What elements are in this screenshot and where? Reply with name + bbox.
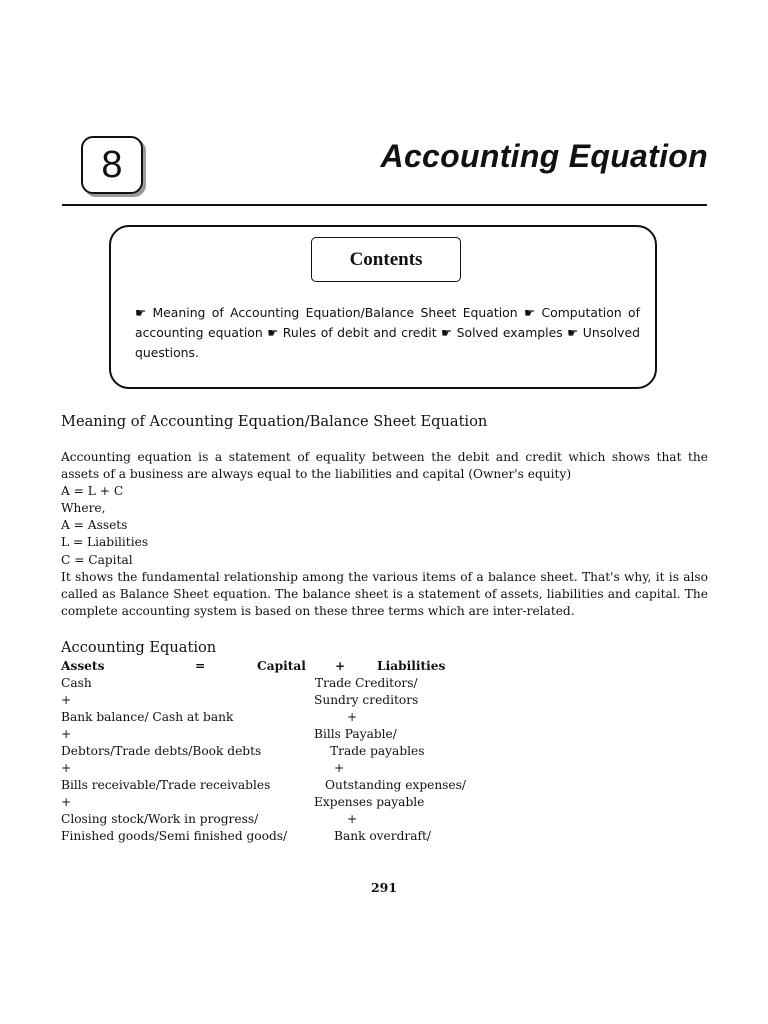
assets-item: + <box>61 693 72 707</box>
assets-item: Bank balance/ Cash at bank <box>61 710 234 724</box>
liabilities-item: Bank overdraft/ <box>334 829 432 843</box>
section-heading-meaning: Meaning of Accounting Equation/Balance Sheet Equation <box>61 413 488 430</box>
liabilities-item: + <box>334 761 345 775</box>
liabilities-item: Outstanding expenses/ <box>325 778 467 792</box>
page-number: 291 <box>370 880 398 895</box>
liabilities-item: Sundry creditors <box>314 693 419 707</box>
closing-paragraph: It shows the fundamental relationship among the various items of a balance sheet. That's why, it is also called as Balance Sheet equation. The balance sheet is a statement of assets, liabilities and capital. The complete accounting system is based on these three terms which are inter-related. <box>61 569 708 618</box>
column-header-liabilities: Liabilities <box>377 659 446 673</box>
liabilities-item: + <box>347 710 358 724</box>
assets-item: Finished goods/Semi finished goods/ <box>61 829 288 843</box>
assets-item: Bills receivable/Trade receivables <box>61 778 271 792</box>
column-header-capital: Capital <box>257 659 306 673</box>
liabilities-item: Bills Payable/ <box>314 727 397 741</box>
header-divider <box>62 204 707 206</box>
assets-item: Closing stock/Work in progress/ <box>61 812 259 826</box>
column-header-plus: + <box>335 659 346 673</box>
assets-item: + <box>61 727 72 741</box>
contents-heading: Contents <box>311 237 461 282</box>
liabilities-item: Trade Creditors/ <box>315 676 418 690</box>
definition-assets: A = Assets <box>61 518 128 533</box>
column-header-assets: Assets <box>61 659 105 673</box>
chapter-number: 8 <box>101 143 123 186</box>
liabilities-item: Expenses payable <box>314 795 425 809</box>
section-heading-equation: Accounting Equation <box>61 639 217 656</box>
chapter-title: Accounting Equation <box>380 138 708 174</box>
assets-item: + <box>61 761 72 775</box>
liabilities-item: + <box>347 812 358 826</box>
contents-list: ☛ Meaning of Accounting Equation/Balance Sheet Equation ☛ Computation of accounting equation ☛ Rules of debit and credit ☛ Solved examples ☛ Unsolved questions. <box>135 305 640 360</box>
where-line: Where, <box>61 501 106 516</box>
equation-line: A = L + C <box>61 484 124 499</box>
liabilities-item: Trade payables <box>330 744 425 758</box>
assets-item: Cash <box>61 676 92 690</box>
assets-item: Debtors/Trade debts/Book debts <box>61 744 262 758</box>
column-header-equals: = <box>195 659 206 673</box>
section-body-meaning <box>61 449 708 620</box>
assets-item: + <box>61 795 72 809</box>
intro-paragraph: Accounting equation is a statement of equality between the debit and credit which shows that the assets of a business are always equal to the liabilities and capital (Owner's equity) <box>61 450 708 482</box>
chapter-number-badge <box>81 136 143 194</box>
definition-capital: C = Capital <box>61 552 133 567</box>
definition-liabilities: L = Liabilities <box>61 535 149 550</box>
